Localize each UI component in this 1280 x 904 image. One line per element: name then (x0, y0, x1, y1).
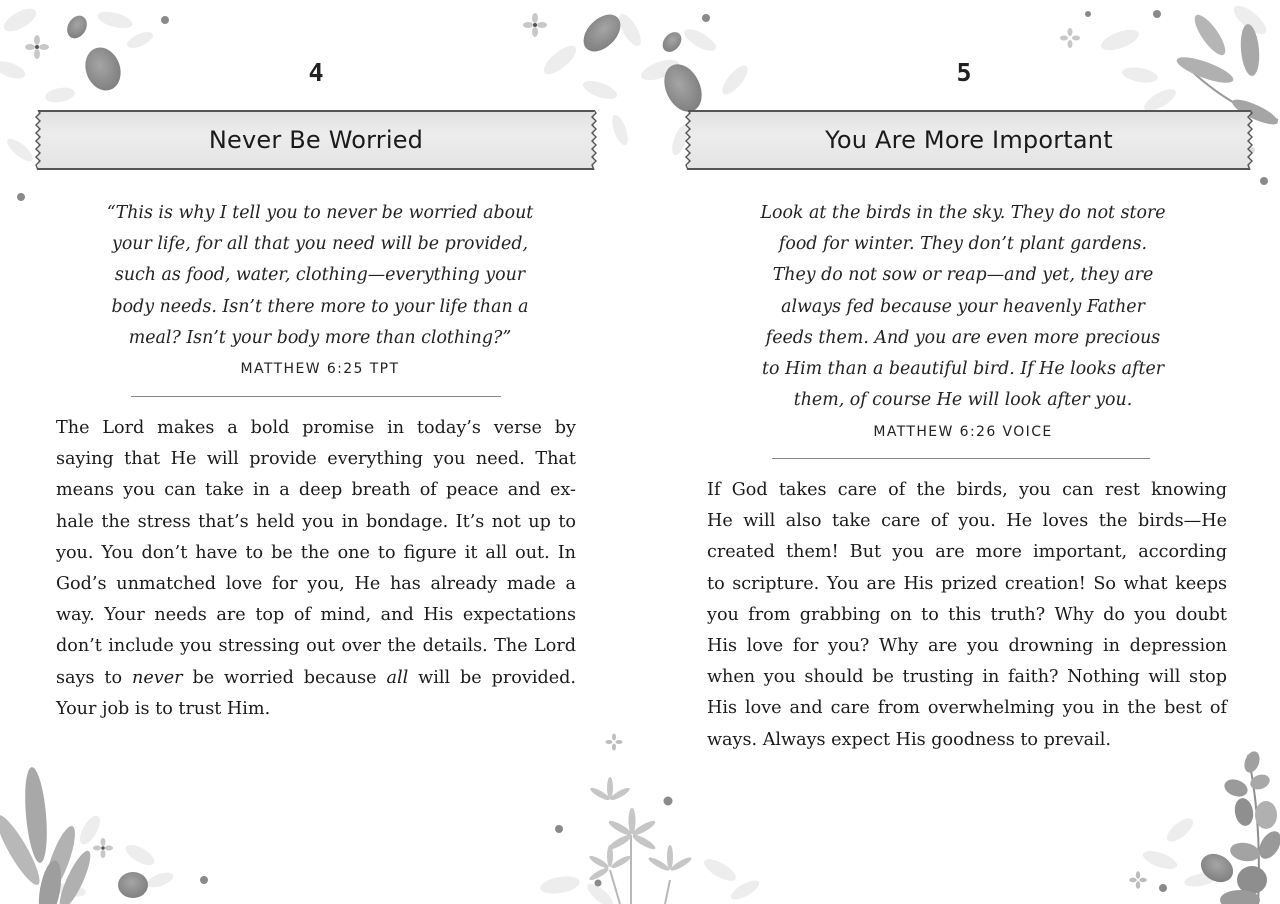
body-line: If God takes care of the birds, you can rest knowing (707, 480, 1227, 500)
zigzag-edge-icon (1247, 110, 1253, 170)
zigzag-edge-icon (591, 110, 597, 170)
body-line: saying that He will provide everything you need. That (56, 449, 576, 470)
text-span: be worried because (182, 667, 387, 688)
zigzag-edge-icon (35, 110, 41, 170)
devotion-body (707, 475, 1227, 756)
divider (131, 396, 501, 397)
page-number: 4 (308, 58, 324, 87)
emphasis-never: never (132, 667, 183, 688)
scripture-quote (718, 198, 1208, 416)
devotion-title-banner (38, 110, 594, 170)
body-line-emphasis (56, 663, 576, 694)
body-line: way. Your needs are top of mind, and His expectations (56, 605, 576, 626)
verse-line: always fed because your heavenly Father (781, 296, 1145, 317)
body-line: you. You don’t have to be the one to figure it all out. In (56, 542, 576, 563)
devotion-body (56, 413, 576, 725)
emphasis-all: all (386, 667, 409, 688)
verse-line: They do not sow or reap—and yet, they are (772, 265, 1154, 286)
scripture-quote (70, 198, 570, 354)
verse-line: to Him than a beautiful bird. If He looks after (761, 359, 1165, 380)
verse-line: body needs. Isn’t there more to your life than a (111, 296, 529, 317)
devotion-title-banner (688, 110, 1250, 170)
verse-line: “This is why I tell you to never be worried about (106, 203, 534, 223)
text-span: will be provided. (408, 667, 576, 688)
zigzag-edge-icon (685, 110, 691, 170)
body-line: God’s unmatched love for you, He has already made a (56, 574, 576, 595)
body-line: ways. Always expect His goodness to prevail. (707, 729, 1111, 750)
body-line: to scripture. You are His prized creation! So what keeps (707, 573, 1227, 594)
body-line: hale the stress that’s held you in bondage. It’s not up to (56, 511, 576, 532)
body-line: Your job is to trust Him. (56, 698, 271, 719)
verse-line: meal? Isn’t your body more than clothing?” (128, 327, 512, 348)
text-span: says to (56, 667, 133, 688)
body-line: created them! But you are more important, according (707, 542, 1227, 563)
verse-line: them, of course He will look after you. (793, 390, 1133, 411)
body-line: He will also take care of you. He loves the birds—He (707, 511, 1227, 532)
devotion-title: Never Be Worried (208, 126, 424, 154)
body-line: His love for you? Why are you drowning in depression (707, 636, 1227, 657)
scripture-reference: MATTHEW 6:25 TPT (240, 361, 400, 377)
verse-line: such as food, water, clothing—everything your (114, 265, 526, 286)
scripture-reference: MATTHEW 6:26 VOICE (873, 424, 1053, 440)
body-line: when you should be trusting in faith? Nothing will stop (707, 667, 1227, 688)
right-page (640, 0, 1280, 904)
page-number: 5 (956, 58, 972, 87)
verse-line: feeds them. And you are even more precious (765, 327, 1161, 348)
body-line: don’t include you stressing out over the details. The Lord (56, 636, 576, 657)
divider (772, 458, 1150, 459)
verse-line: your life, for all that you need will be provided, (112, 234, 528, 255)
body-line: His love and care from overwhelming you in the best of (707, 698, 1227, 719)
body-line: means you can take in a deep breath of peace and ex- (56, 480, 576, 501)
verse-line: food for winter. They don’t plant gardens. (778, 234, 1148, 255)
body-line: The Lord makes a bold promise in today’s verse by (56, 418, 576, 438)
devotion-title: You Are More Important (825, 126, 1113, 154)
body-line: you from grabbing on to this truth? Why do you doubt (707, 604, 1227, 625)
verse-line: Look at the birds in the sky. They do not store (760, 203, 1166, 223)
